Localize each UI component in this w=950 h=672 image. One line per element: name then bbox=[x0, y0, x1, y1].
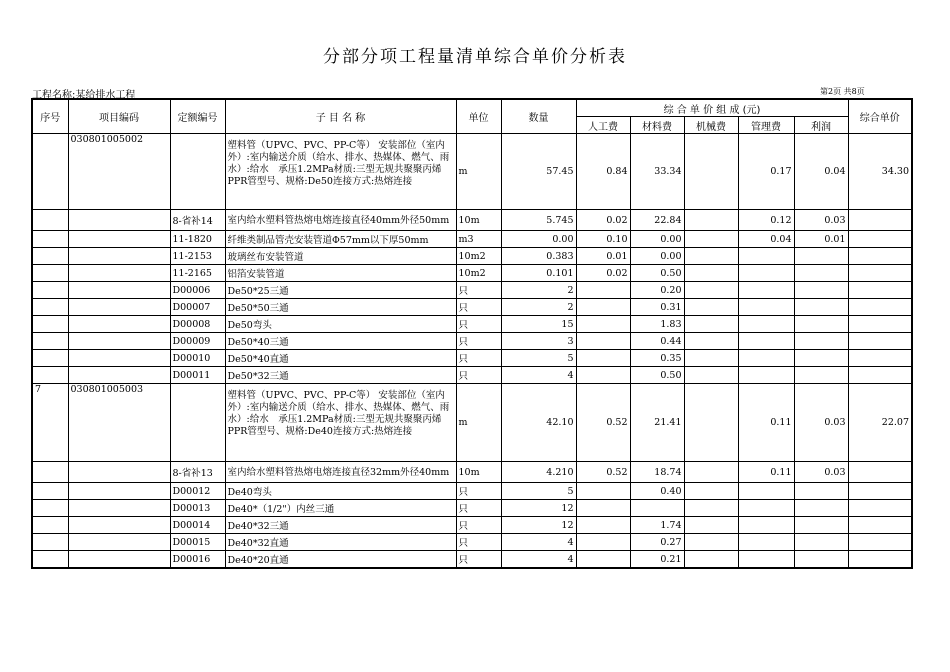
table-row bbox=[32, 265, 912, 282]
cell-profit bbox=[794, 367, 848, 384]
cell-labor: 0.52 bbox=[576, 384, 630, 462]
cell-mgmt bbox=[738, 265, 794, 282]
cell-labor bbox=[576, 517, 630, 534]
cell-material: 0.50 bbox=[630, 265, 684, 282]
table-row bbox=[32, 299, 912, 316]
cell-machine bbox=[684, 265, 738, 282]
cell-code bbox=[68, 551, 170, 569]
cell-profit bbox=[794, 551, 848, 569]
cell-mgmt bbox=[738, 500, 794, 517]
table-row bbox=[32, 350, 912, 367]
cell-total: 22.07 bbox=[848, 384, 912, 462]
cell-name: De40*20直通 bbox=[225, 551, 456, 569]
cell-seq bbox=[32, 462, 68, 483]
cell-quota: D00012 bbox=[170, 483, 225, 500]
cell-code bbox=[68, 282, 170, 299]
cell-machine bbox=[684, 350, 738, 367]
cell-unit: 只 bbox=[456, 483, 501, 500]
cell-profit bbox=[794, 534, 848, 551]
table-row bbox=[32, 517, 912, 534]
cell-total bbox=[848, 350, 912, 367]
cell-unit: 只 bbox=[456, 534, 501, 551]
cell-qty: 5 bbox=[501, 350, 576, 367]
cell-total bbox=[848, 210, 912, 231]
cell-labor: 0.02 bbox=[576, 265, 630, 282]
header-code: 项目编码 bbox=[68, 99, 170, 134]
cell-mgmt: 0.04 bbox=[738, 231, 794, 248]
cell-unit: m bbox=[456, 134, 501, 210]
cell-qty: 4 bbox=[501, 551, 576, 569]
cell-mgmt bbox=[738, 316, 794, 333]
cell-profit bbox=[794, 500, 848, 517]
header-unit: 单位 bbox=[456, 99, 501, 134]
cell-name: De50*25三通 bbox=[225, 282, 456, 299]
cell-name: De40*（1/2"）内丝三通 bbox=[225, 500, 456, 517]
cell-seq bbox=[32, 534, 68, 551]
cell-mgmt bbox=[738, 517, 794, 534]
cell-labor bbox=[576, 299, 630, 316]
cell-quota: 8-省补14 bbox=[170, 210, 225, 231]
cell-name: De40弯头 bbox=[225, 483, 456, 500]
cell-unit: m bbox=[456, 384, 501, 462]
cell-total: 34.30 bbox=[848, 134, 912, 210]
cell-qty: 5 bbox=[501, 483, 576, 500]
cell-mgmt bbox=[738, 350, 794, 367]
header-profit: 利润 bbox=[794, 117, 848, 134]
cell-unit: m3 bbox=[456, 231, 501, 248]
cell-labor bbox=[576, 551, 630, 569]
cell-unit: 10m bbox=[456, 210, 501, 231]
cell-mgmt bbox=[738, 551, 794, 569]
cell-profit: 0.03 bbox=[794, 462, 848, 483]
cell-machine bbox=[684, 517, 738, 534]
cell-quota: 11-2165 bbox=[170, 265, 225, 282]
project-name: 工程名称:某给排水工程 bbox=[32, 90, 136, 101]
cell-code bbox=[68, 500, 170, 517]
cell-name: De50*40三通 bbox=[225, 333, 456, 350]
cell-profit bbox=[794, 350, 848, 367]
cell-qty: 4.210 bbox=[501, 462, 576, 483]
table-row bbox=[32, 333, 912, 350]
cell-material: 0.40 bbox=[630, 483, 684, 500]
cell-qty: 12 bbox=[501, 517, 576, 534]
cell-material: 1.74 bbox=[630, 517, 684, 534]
cell-material: 1.83 bbox=[630, 316, 684, 333]
cell-profit bbox=[794, 248, 848, 265]
cell-name: De50弯头 bbox=[225, 316, 456, 333]
cell-total bbox=[848, 462, 912, 483]
cell-machine bbox=[684, 500, 738, 517]
cell-material: 0.35 bbox=[630, 350, 684, 367]
cell-machine bbox=[684, 367, 738, 384]
table-row bbox=[32, 282, 912, 299]
cell-code bbox=[68, 462, 170, 483]
cell-seq bbox=[32, 231, 68, 248]
cell-code bbox=[68, 350, 170, 367]
cell-seq bbox=[32, 210, 68, 231]
cell-profit: 0.01 bbox=[794, 231, 848, 248]
table-row bbox=[32, 483, 912, 500]
cell-code bbox=[68, 248, 170, 265]
cell-profit bbox=[794, 299, 848, 316]
cell-qty: 3 bbox=[501, 333, 576, 350]
cell-qty: 0.383 bbox=[501, 248, 576, 265]
cell-name: De40*32三通 bbox=[225, 517, 456, 534]
cell-profit: 0.03 bbox=[794, 210, 848, 231]
cell-name: De50*50三通 bbox=[225, 299, 456, 316]
cell-seq bbox=[32, 248, 68, 265]
cell-quota: D00006 bbox=[170, 282, 225, 299]
cell-material: 0.00 bbox=[630, 248, 684, 265]
header-total: 综合单价 bbox=[848, 99, 912, 134]
cell-machine bbox=[684, 483, 738, 500]
cell-qty: 2 bbox=[501, 299, 576, 316]
cell-name: 铝箔安装管道 bbox=[225, 265, 456, 282]
cell-seq bbox=[32, 333, 68, 350]
cell-labor bbox=[576, 483, 630, 500]
cell-material: 18.74 bbox=[630, 462, 684, 483]
cell-quota: 11-1820 bbox=[170, 231, 225, 248]
cell-mgmt bbox=[738, 534, 794, 551]
cell-machine bbox=[684, 134, 738, 210]
table-row bbox=[32, 248, 912, 265]
header-seq: 序号 bbox=[32, 99, 68, 134]
cell-qty: 12 bbox=[501, 500, 576, 517]
cell-qty: 5.745 bbox=[501, 210, 576, 231]
header-material: 材料费 bbox=[630, 117, 684, 134]
cell-mgmt bbox=[738, 483, 794, 500]
cell-quota: D00008 bbox=[170, 316, 225, 333]
cell-unit: 只 bbox=[456, 333, 501, 350]
cell-total bbox=[848, 551, 912, 569]
cell-unit: 只 bbox=[456, 299, 501, 316]
cell-total bbox=[848, 517, 912, 534]
table-row bbox=[32, 210, 912, 231]
header-name: 子 目 名 称 bbox=[225, 99, 456, 134]
cell-name: De50*32三通 bbox=[225, 367, 456, 384]
cell-code bbox=[68, 534, 170, 551]
cell-name: 塑料管（UPVC、PVC、PP-C等） 安装部位（室内外）:室内输送介质（给水、排水、热媒体、燃气、雨水）:给水 承压1.2MPa材质:三型无规共聚聚丙烯PPR管型号、规格:De50连接方式:热熔连接 bbox=[225, 134, 456, 210]
cell-total bbox=[848, 333, 912, 350]
cell-labor bbox=[576, 367, 630, 384]
cell-code bbox=[68, 231, 170, 248]
cell-machine bbox=[684, 333, 738, 350]
cell-profit bbox=[794, 316, 848, 333]
cell-quota: D00015 bbox=[170, 534, 225, 551]
cell-machine bbox=[684, 282, 738, 299]
cell-machine bbox=[684, 210, 738, 231]
cell-labor bbox=[576, 333, 630, 350]
table-row bbox=[32, 231, 912, 248]
cell-seq bbox=[32, 551, 68, 569]
cell-seq bbox=[32, 265, 68, 282]
cell-quota bbox=[170, 384, 225, 462]
cell-material: 0.44 bbox=[630, 333, 684, 350]
cell-mgmt bbox=[738, 248, 794, 265]
cell-profit bbox=[794, 282, 848, 299]
cell-name: 室内给水塑料管热熔电熔连接直径40mm外径50mm bbox=[225, 210, 456, 231]
cell-mgmt bbox=[738, 282, 794, 299]
cell-seq bbox=[32, 316, 68, 333]
cell-machine bbox=[684, 534, 738, 551]
cell-material: 33.34 bbox=[630, 134, 684, 210]
cell-unit: 只 bbox=[456, 350, 501, 367]
cell-code: 030801005002 bbox=[68, 134, 170, 210]
cell-labor bbox=[576, 350, 630, 367]
cell-mgmt bbox=[738, 333, 794, 350]
cell-quota: D00014 bbox=[170, 517, 225, 534]
header-mgmt: 管理费 bbox=[738, 117, 794, 134]
table-row bbox=[32, 534, 912, 551]
cell-seq bbox=[32, 517, 68, 534]
cell-machine bbox=[684, 551, 738, 569]
table-row bbox=[32, 551, 912, 569]
cell-unit: 只 bbox=[456, 282, 501, 299]
cell-seq bbox=[32, 367, 68, 384]
cell-quota: D00009 bbox=[170, 333, 225, 350]
cell-material: 0.00 bbox=[630, 231, 684, 248]
cell-seq: 7 bbox=[32, 384, 68, 462]
cell-material: 21.41 bbox=[630, 384, 684, 462]
cell-total bbox=[848, 367, 912, 384]
cell-labor: 0.84 bbox=[576, 134, 630, 210]
cell-name: 玻璃丝布安装管道 bbox=[225, 248, 456, 265]
cell-labor: 0.10 bbox=[576, 231, 630, 248]
cell-labor bbox=[576, 316, 630, 333]
cell-total bbox=[848, 299, 912, 316]
cell-seq bbox=[32, 483, 68, 500]
cell-qty: 4 bbox=[501, 534, 576, 551]
table-row bbox=[32, 367, 912, 384]
table-row bbox=[32, 462, 912, 483]
cell-unit: 只 bbox=[456, 316, 501, 333]
cell-mgmt: 0.11 bbox=[738, 462, 794, 483]
page-info: 第2页 共8页 bbox=[820, 87, 865, 96]
header-qty: 数量 bbox=[501, 99, 576, 134]
cell-quota: D00011 bbox=[170, 367, 225, 384]
header-group: 综 合 单 价 组 成 (元) bbox=[576, 99, 848, 117]
cell-code bbox=[68, 210, 170, 231]
cell-code bbox=[68, 299, 170, 316]
cell-machine bbox=[684, 384, 738, 462]
header-machine: 机械费 bbox=[684, 117, 738, 134]
cell-total bbox=[848, 534, 912, 551]
cell-code bbox=[68, 483, 170, 500]
cell-material: 0.27 bbox=[630, 534, 684, 551]
cell-total bbox=[848, 483, 912, 500]
cell-machine bbox=[684, 299, 738, 316]
cell-profit: 0.04 bbox=[794, 134, 848, 210]
cell-mgmt: 0.17 bbox=[738, 134, 794, 210]
cell-qty: 42.10 bbox=[501, 384, 576, 462]
cell-total bbox=[848, 248, 912, 265]
cell-qty: 4 bbox=[501, 367, 576, 384]
cell-name: 纤维类制品管壳安装管道Φ57mm以下厚50mm bbox=[225, 231, 456, 248]
cell-code bbox=[68, 316, 170, 333]
cell-total bbox=[848, 265, 912, 282]
cell-labor: 0.52 bbox=[576, 462, 630, 483]
cell-code bbox=[68, 333, 170, 350]
cell-machine bbox=[684, 231, 738, 248]
cell-unit: 10m bbox=[456, 462, 501, 483]
table-row bbox=[32, 134, 912, 210]
cell-quota: 11-2153 bbox=[170, 248, 225, 265]
header-labor: 人工费 bbox=[576, 117, 630, 134]
cell-name: De50*40直通 bbox=[225, 350, 456, 367]
cell-total bbox=[848, 316, 912, 333]
cell-qty: 57.45 bbox=[501, 134, 576, 210]
table-row bbox=[32, 384, 912, 462]
cell-material: 0.50 bbox=[630, 367, 684, 384]
cell-profit bbox=[794, 333, 848, 350]
cell-labor bbox=[576, 282, 630, 299]
cell-total bbox=[848, 500, 912, 517]
cell-unit: 10m2 bbox=[456, 248, 501, 265]
cell-unit: 只 bbox=[456, 500, 501, 517]
cell-machine bbox=[684, 316, 738, 333]
cell-name: 室内给水塑料管热熔电熔连接直径32mm外径40mm bbox=[225, 462, 456, 483]
table-row bbox=[32, 500, 912, 517]
cell-profit bbox=[794, 483, 848, 500]
cell-quota bbox=[170, 134, 225, 210]
cell-quota: D00016 bbox=[170, 551, 225, 569]
cell-mgmt bbox=[738, 299, 794, 316]
cell-qty: 0.101 bbox=[501, 265, 576, 282]
cell-mgmt bbox=[738, 367, 794, 384]
cell-code bbox=[68, 517, 170, 534]
cell-profit bbox=[794, 265, 848, 282]
cell-unit: 只 bbox=[456, 551, 501, 569]
cell-profit bbox=[794, 517, 848, 534]
cell-material: 0.31 bbox=[630, 299, 684, 316]
cell-labor bbox=[576, 534, 630, 551]
cell-total bbox=[848, 231, 912, 248]
cell-total bbox=[848, 282, 912, 299]
header-quota: 定额编号 bbox=[170, 99, 225, 134]
cell-seq bbox=[32, 282, 68, 299]
page-title: 分部分项工程量清单综合单价分析表 bbox=[323, 47, 627, 67]
cell-code bbox=[68, 265, 170, 282]
cell-seq bbox=[32, 350, 68, 367]
cell-machine bbox=[684, 462, 738, 483]
cell-machine bbox=[684, 248, 738, 265]
cell-labor: 0.01 bbox=[576, 248, 630, 265]
cell-qty: 2 bbox=[501, 282, 576, 299]
cell-labor: 0.02 bbox=[576, 210, 630, 231]
cell-material: 0.21 bbox=[630, 551, 684, 569]
cell-mgmt: 0.12 bbox=[738, 210, 794, 231]
cell-unit: 只 bbox=[456, 367, 501, 384]
cell-quota: 8-省补13 bbox=[170, 462, 225, 483]
cell-quota: D00013 bbox=[170, 500, 225, 517]
cell-material: 22.84 bbox=[630, 210, 684, 231]
cell-quota: D00010 bbox=[170, 350, 225, 367]
cell-profit: 0.03 bbox=[794, 384, 848, 462]
cell-material: 0.20 bbox=[630, 282, 684, 299]
analysis-table bbox=[31, 98, 913, 569]
cell-quota: D00007 bbox=[170, 299, 225, 316]
cell-seq bbox=[32, 299, 68, 316]
cell-mgmt: 0.11 bbox=[738, 384, 794, 462]
cell-seq bbox=[32, 134, 68, 210]
cell-name: 塑料管（UPVC、PVC、PP-C等） 安装部位（室内外）:室内输送介质（给水、排水、热媒体、燃气、雨水）:给水 承压1.2MPa材质:三型无规共聚聚丙烯PPR管型号、规格:De40连接方式:热熔连接 bbox=[225, 384, 456, 462]
cell-labor bbox=[576, 500, 630, 517]
cell-seq bbox=[32, 500, 68, 517]
cell-material bbox=[630, 500, 684, 517]
cell-qty: 15 bbox=[501, 316, 576, 333]
cell-unit: 10m2 bbox=[456, 265, 501, 282]
cell-code bbox=[68, 367, 170, 384]
table-row bbox=[32, 316, 912, 333]
cell-unit: 只 bbox=[456, 517, 501, 534]
table-body bbox=[32, 134, 912, 569]
cell-qty: 0.00 bbox=[501, 231, 576, 248]
cell-code: 030801005003 bbox=[68, 384, 170, 462]
cell-name: De40*32直通 bbox=[225, 534, 456, 551]
